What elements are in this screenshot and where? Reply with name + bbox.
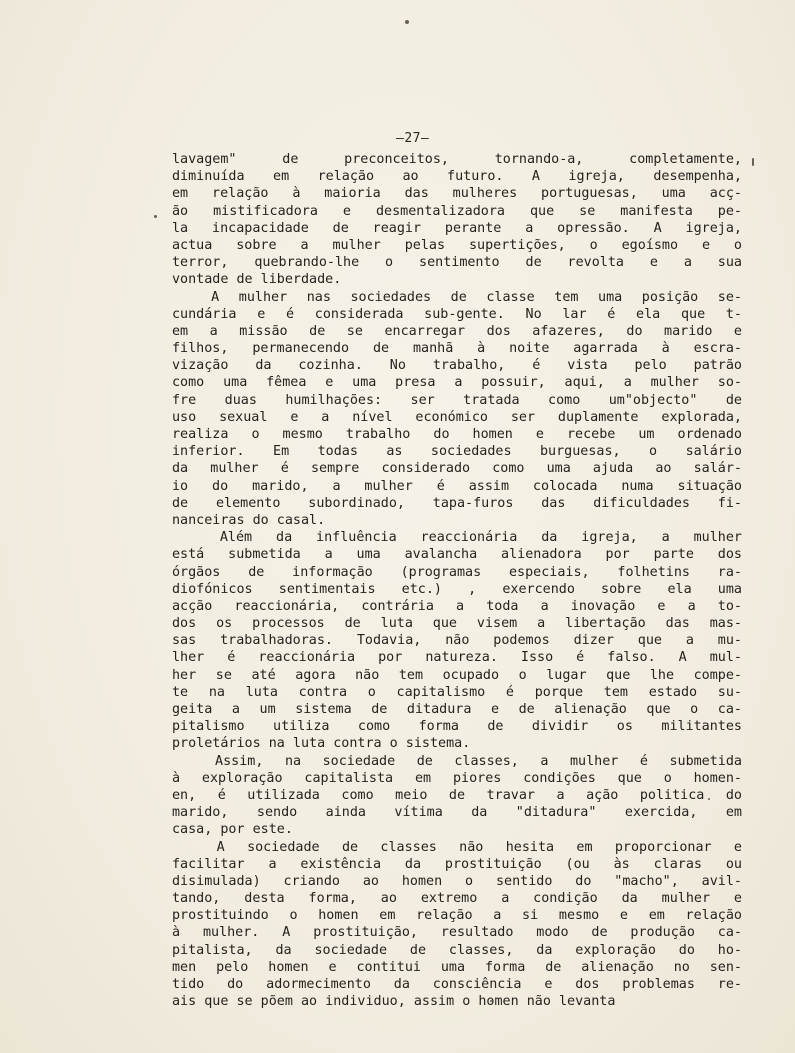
text-line: her se até agora não tem ocupado o lugar que lhe compe-: [172, 667, 742, 683]
text-line: órgãos de informação (programas especiais, folhetins ra-: [172, 564, 742, 580]
text-line: proletários na luta contra o sistema.: [172, 736, 471, 752]
text-line: como uma fêmea e uma presa a possuir, aqui, a mulher so-: [172, 375, 742, 391]
text-line: pitalismo utiliza como forma de dividir os militantes: [172, 719, 742, 735]
text-line: sas trabalhadoras. Todavia, não podemos dizer que a mu-: [172, 633, 742, 649]
text-line: acção reaccionária, contrária a toda a inovação e a to-: [172, 598, 742, 614]
text-line: tido do adormecimento da consciência e dos problemas re-: [172, 977, 742, 992]
text-line: inferior. Em todas as sociedades burguesas, o salário: [172, 444, 742, 460]
text-line: lher é reaccionária por natureza. Isso é falso. A mul-: [172, 650, 742, 666]
text-line: tando, desta forma, ao extremo a condição da mulher e: [172, 891, 742, 907]
text-line: diminuída em relação ao futuro. A igreja, desempenha,: [172, 169, 742, 185]
text-line: marido, sendo ainda vítima da "ditadura" exercida, em: [172, 805, 742, 821]
text-line: casa, por este.: [172, 822, 293, 838]
paper-speck: [154, 215, 157, 218]
document-body: [172, 151, 742, 1010]
text-line: Além da influência reaccionária da igreja, a mulher: [172, 530, 742, 546]
text-line: em relação à maioria das mulheres portuguesas, uma acç-: [172, 186, 742, 202]
text-line: está submetida a uma avalancha alienadora por parte dos: [172, 547, 742, 563]
text-line: ão mistificadora e desmentalizadora que se manifesta pe-: [172, 203, 742, 219]
text-line: lavagem" de preconceitos, tornando-a, completamente,: [172, 152, 742, 167]
text-line: facilitar a existência da prostituição (ou às claras ou: [172, 856, 742, 872]
text-line: vontade de liberdade.: [172, 272, 342, 288]
text-line: terror, quebrando-lhe o sentimento de revolta e a sua: [172, 255, 742, 271]
text-line: uso sexual e a nível económico ser duplamente explorada,: [172, 409, 742, 425]
text-line: en, é utilizada como meio de travar a ação politica do: [172, 787, 742, 803]
text-line: realiza o mesmo trabalho do homen e recebe um ordenado: [172, 427, 742, 442]
text-line: dos os processos de luta que visem a libertação das mas-: [172, 616, 742, 632]
text-line: men pelo homen e contitui uma forma de alienação no sen-: [172, 959, 742, 975]
paper-speck: [752, 158, 754, 166]
text-line: fre duas humilhações: ser tratada como um"objecto" de: [172, 392, 742, 408]
text-line: A sociedade de classes não hesita em proporcionar e: [172, 839, 742, 855]
text-line: ais que se põem ao individuo, assim o homen não levanta: [172, 994, 616, 1010]
text-line: prostituindo o homen em relação a si mesmo e em relação: [172, 908, 742, 924]
text-line: actua sobre a mulher pelas supertições, o egoísmo e o: [172, 237, 742, 253]
text-line: cundária e é considerada sub-gente. No lar é ela que t-: [172, 306, 742, 322]
text-line: em a missão de se encarregar dos afazeres, do marido e: [172, 323, 742, 339]
text-line: à mulher. A prostituição, resultado modo de produção ca-: [172, 925, 742, 941]
text-line: geita a um sistema de ditadura e de alienação que o ca-: [172, 702, 742, 717]
page-number: —27—: [396, 131, 430, 146]
text-line: diofónicos sentimentais etc.) , exercendo sobre ela uma: [172, 581, 742, 597]
text-line: pitalista, da sociedade de classes, da exploração do ho-: [172, 942, 742, 958]
text-line: de elemento subordinado, tapa-furos das dificuldades fi-: [172, 495, 742, 511]
text-line: disimulada) criando ao homen o sentido do "macho", avil-: [172, 873, 742, 889]
paper-speck: [405, 20, 409, 24]
text-line: io do marido, a mulher é assim colocada numa situação: [172, 478, 742, 494]
text-line: A mulher nas sociedades de classe tem uma posição se-: [172, 289, 742, 305]
text-line: nanceiras do casal.: [172, 512, 326, 528]
text-line: à exploração capitalista em piores condições que o homen-: [172, 770, 742, 786]
text-line: filhos, permanecendo de manhã à noite agarrada à escra-: [172, 341, 742, 357]
text-line: Assim, na sociedade de classes, a mulher é submetida: [172, 753, 742, 769]
text-line: vização da cozinha. No trabalho, é vista pelo patrão: [172, 358, 742, 374]
text-line: te na luta contra o capitalismo é porque tem estado su-: [172, 684, 742, 700]
text-line: la incapacidade de reagir perante a opressão. A igreja,: [172, 220, 742, 236]
text-line: da mulher é sempre considerado como uma ajuda ao salár-: [172, 461, 742, 477]
